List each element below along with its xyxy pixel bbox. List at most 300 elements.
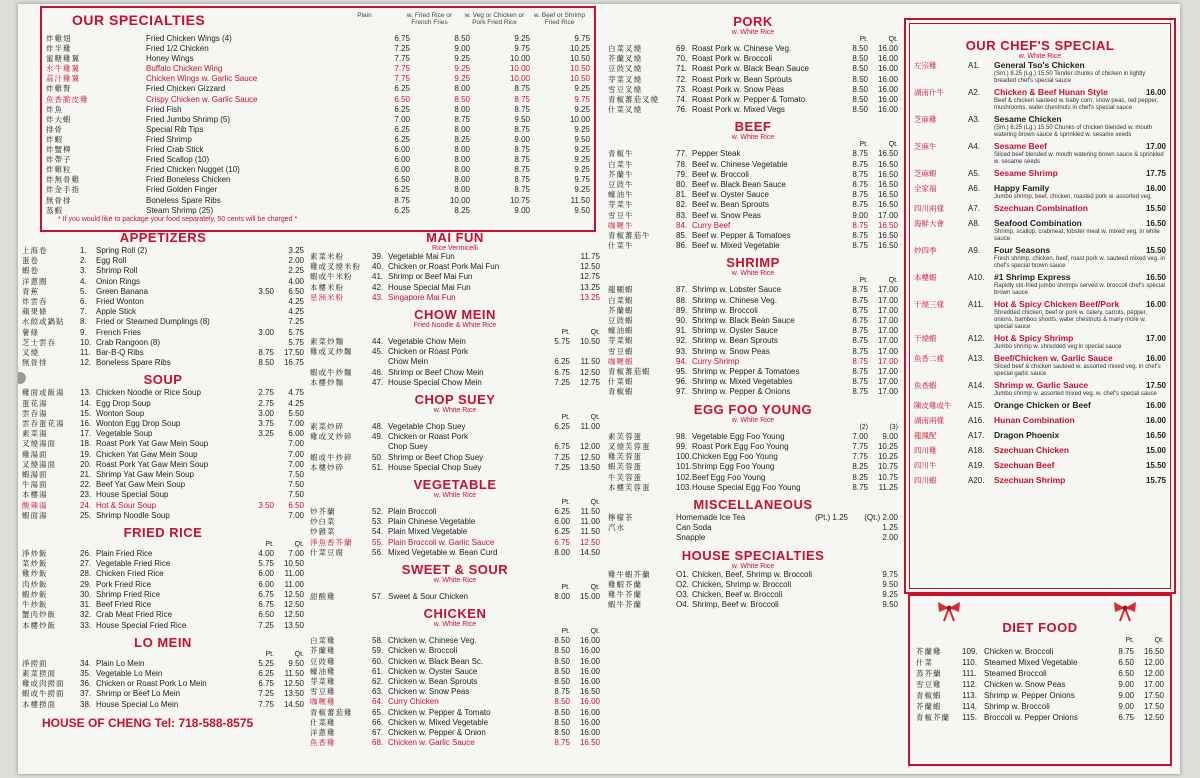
- mai-fun-section: [310, 230, 600, 303]
- item-chinese-name: 咖喱蝦: [608, 356, 634, 366]
- item-chinese-name: 豆豉牛: [608, 180, 634, 190]
- item-price-pt: 6.75: [258, 679, 274, 689]
- specialty-row: [46, 185, 590, 195]
- item-name: Shrimp w. Lobster Sauce: [692, 285, 781, 295]
- item-name: Chicken w. Bean Sprouts: [388, 677, 478, 687]
- menu-item-row: [22, 338, 304, 348]
- item-price-pt: 8.50: [554, 656, 570, 666]
- item-number: 95.: [676, 367, 688, 377]
- item-chinese-name: 四川蝦: [914, 476, 937, 485]
- price-header: [22, 541, 304, 549]
- item-number: 67.: [372, 728, 384, 738]
- item-number: 80.: [676, 180, 688, 190]
- specialty-row: [46, 165, 590, 175]
- item-name: Hot & Spicy Shrimp: [994, 333, 1074, 343]
- item-price-pt: 6.75: [554, 367, 570, 377]
- item-code: A14.: [968, 381, 985, 390]
- item-number: 83.: [676, 210, 688, 220]
- qt-label: Qt.: [1154, 637, 1164, 644]
- item-number: 86.: [676, 241, 688, 251]
- specialty-row: [46, 84, 590, 94]
- item-chinese-name: 洋蔥雞: [310, 728, 336, 738]
- item-number: 78.: [676, 159, 688, 169]
- item-name: Orange Chicken or Beef: [994, 400, 1091, 410]
- menu-item-row: [310, 507, 600, 517]
- item-price-qt: 16.00: [579, 728, 600, 738]
- item-price-qt: 10.25: [877, 441, 898, 451]
- item-price-qt: 9.75: [882, 569, 898, 579]
- item-name: Egg Drop Soup: [96, 398, 151, 408]
- specialty-row: [46, 175, 590, 185]
- item-chinese-name: 蝦或牛炒麵: [310, 367, 353, 377]
- menu-item-row: [310, 697, 600, 707]
- item-name: Can Soda: [676, 523, 712, 533]
- item-number: 90.: [676, 316, 688, 326]
- item-number: 2.: [80, 256, 87, 266]
- item-number: 21.: [80, 470, 92, 480]
- item-number: 61.: [372, 666, 384, 676]
- item-price: 8.75: [514, 155, 530, 165]
- item-name: Apple Stick: [96, 307, 137, 317]
- item-description: Rapidly stir-fried jumbo shrimps served w. broccoli chef's special brown sauce: [994, 283, 1165, 296]
- item-price: 10.50: [569, 54, 590, 64]
- pt-label: Pt.: [859, 141, 868, 149]
- item-price-pt: 8.75: [852, 220, 868, 230]
- item-description: Jumbo shrimp w. shredded veg in special sauce: [994, 344, 1122, 350]
- item-chinese-name: 本樓撈面: [22, 699, 56, 709]
- item-name: Beef/Chicken w. Garlic Sauce: [994, 353, 1113, 363]
- item-number: 73.: [676, 84, 688, 94]
- item-price-qt: 16.75: [283, 358, 304, 368]
- chef-special-item: [910, 87, 1170, 112]
- specialties-col-header: w. Fried Rice or French Fries: [406, 12, 453, 26]
- item-price-qt: 16.50: [877, 149, 898, 159]
- item-price-qt: 13.50: [283, 689, 304, 699]
- item-price-pt: 6.25: [554, 507, 570, 517]
- chef-item-line: [914, 460, 1166, 471]
- item-number: 56.: [372, 547, 384, 557]
- item-price-pt: 6.75: [1118, 713, 1134, 723]
- item-chinese-name: 雞蝦芥蘭: [608, 579, 642, 589]
- item-name: Szechuan Shrimp: [994, 475, 1066, 485]
- item-number: 47.: [372, 377, 384, 387]
- item-price-qt: 12.50: [283, 679, 304, 689]
- item-name: Shrimp Noodle Soup: [96, 510, 170, 520]
- item-price-pt: 3.25: [258, 429, 274, 439]
- item-name: Beef w. Bean Sprouts: [692, 200, 769, 210]
- item-description: Shrimp, scallop, crabmeat, lobster meat w. mixed veg. in white sauce: [994, 229, 1160, 242]
- item-number: 16.: [80, 419, 92, 429]
- item-chinese-name: 無骨排: [46, 195, 72, 205]
- item-name: Vegetable Egg Foo Young: [692, 431, 785, 441]
- item-chinese-name: 淨撈面: [22, 658, 48, 668]
- qt-label: Qt.: [590, 584, 600, 592]
- item-number: 6.: [80, 297, 87, 307]
- item-price-pt: 7.75: [852, 452, 868, 462]
- item-price: 8.75: [454, 114, 470, 124]
- item-price: 16.00: [1145, 184, 1166, 193]
- item-price-pt: 8.50: [554, 728, 570, 738]
- menu-item-row: [22, 470, 304, 480]
- item-price: 8.00: [454, 124, 470, 134]
- item-name: Beef Egg Foo Young: [692, 472, 766, 482]
- item-price-qt: 5.75: [288, 337, 304, 347]
- menu-item-row: [22, 277, 304, 287]
- item-chinese-name: 炸雞翅: [46, 34, 72, 43]
- item-price-qt: 6.00: [288, 429, 304, 439]
- item-price: 16.00: [1145, 300, 1166, 309]
- item-chinese-name: 干燒三樣: [914, 300, 944, 309]
- item-chinese-name: 蘋果條: [22, 307, 48, 317]
- item-price: 6.25: [394, 104, 410, 114]
- item-price: 9.25: [574, 84, 590, 94]
- item-name: Shrimp Egg Foo Young: [692, 462, 775, 472]
- item-chinese-name: 芽菜牛: [608, 200, 634, 210]
- item-price-qt: 5.50: [288, 408, 304, 418]
- item-chinese-name: 什菜叉燒: [608, 105, 642, 115]
- item-chinese-name: 菜炒飯: [22, 559, 48, 569]
- diet-item-row: [916, 679, 1164, 690]
- item-chinese-name: 素芙蓉蛋: [608, 431, 642, 441]
- item-chinese-name: 芽菜蝦: [608, 336, 634, 346]
- item-price-qt: 2.25: [288, 266, 304, 276]
- specialty-row: [46, 145, 590, 155]
- item-name: Vegetable Chop Suey: [388, 422, 466, 432]
- section-title: EGG FOO YOUNG: [693, 401, 813, 417]
- item-number: 79.: [676, 169, 688, 179]
- qt-label: (3): [889, 423, 898, 431]
- price-header: [22, 651, 304, 659]
- item-name: Roast Pork w. Mixed Vegs: [692, 105, 785, 115]
- item-number: 45.: [372, 347, 384, 357]
- item-price: 9.75: [574, 175, 590, 185]
- item-number: 40.: [372, 262, 384, 272]
- menu-item-row: [22, 501, 304, 511]
- specialties-col-headers: [332, 12, 592, 26]
- item-name: Fried Scallop (10): [146, 155, 210, 165]
- item-price: 15.00: [1145, 446, 1166, 455]
- item-price-pt: 6.50: [258, 610, 274, 620]
- item-name: Spring Roll (2): [96, 246, 148, 255]
- item-chinese-name: 青椒蕃茄牛: [608, 231, 651, 241]
- price-header: [310, 499, 600, 507]
- item-number: 11.: [80, 348, 91, 358]
- item-chinese-name: 本樓芙蓉蛋: [608, 482, 651, 492]
- item-price-qt: 16.50: [1143, 647, 1164, 657]
- item-price-qt: 4.25: [288, 297, 304, 307]
- item-price-pt: 8.00: [554, 547, 570, 557]
- item-price-qt: 15.00: [579, 592, 600, 602]
- item-price-qt: 17.50: [1143, 691, 1164, 701]
- item-code: A2.: [968, 88, 981, 97]
- item-chinese-name: 芝麻牛: [914, 142, 937, 151]
- item-chinese-name: 炸無骨雞: [46, 175, 80, 185]
- menu-item-row: [310, 677, 600, 687]
- item-price: 8.75: [514, 165, 530, 175]
- item-name: Pepper Steak: [692, 149, 741, 159]
- menu-item-row: [608, 44, 898, 54]
- menu-item-row: [22, 429, 304, 439]
- chef-item-line: [914, 445, 1166, 456]
- menu-item-row: [608, 377, 898, 387]
- chef-special-item: [910, 168, 1170, 179]
- item-code: A20.: [968, 476, 985, 485]
- item-price-pt: 6.25: [554, 357, 570, 367]
- chef-item-line: [914, 203, 1166, 214]
- item-chinese-name: 洋蔥圈: [22, 276, 48, 286]
- item-number: 23.: [80, 490, 92, 500]
- item-price-qt: 7.50: [288, 490, 304, 500]
- item-number: 46.: [372, 367, 384, 377]
- menu-item-row: [310, 517, 600, 527]
- item-name: Shrimp w. Broccoli: [692, 305, 758, 315]
- item-name: Chicken w. Broccoli: [388, 646, 458, 656]
- item-code: A3.: [968, 115, 981, 124]
- item-price-qt: 3.25: [288, 246, 304, 255]
- item-price-qt: 7.00: [288, 510, 304, 520]
- item-chinese-name: 炒芥蘭: [310, 507, 336, 517]
- item-price: 9.50: [574, 205, 590, 215]
- item-name: Shrimp or Beef Lo Mein: [96, 689, 181, 699]
- item-price: 6.75: [394, 34, 410, 43]
- item-price-qt: (Qt.) 2.00: [864, 512, 898, 522]
- item-name: Chicken w. Chinese Veg.: [388, 636, 477, 646]
- column-1: [22, 226, 304, 710]
- section-subtitle: w. White Rice: [731, 416, 775, 424]
- item-number: 69.: [676, 44, 688, 53]
- menu-item-row: [608, 442, 898, 452]
- menu-item-row: [310, 527, 600, 537]
- item-chinese-name: 蛋卷: [22, 256, 39, 266]
- item-number: 20.: [80, 459, 92, 469]
- menu-item-row: [608, 285, 898, 295]
- item-name: Hunan Combination: [994, 415, 1075, 425]
- specialties-title: OUR SPECIALTIES: [72, 12, 206, 28]
- item-price-pt: 7.25: [258, 689, 274, 699]
- menu-item-row: [22, 511, 304, 521]
- item-number: 14.: [80, 398, 92, 408]
- item-number: 7.: [80, 307, 87, 317]
- price-header: [608, 424, 898, 432]
- price-header: [310, 584, 600, 592]
- item-name: Plain Chinese Vegetable: [388, 517, 476, 527]
- item-price-pt: 2.75: [258, 388, 274, 398]
- specialty-row: [46, 95, 590, 105]
- item-number: 113.: [962, 691, 977, 701]
- item-price-qt: 7.00: [288, 449, 304, 459]
- item-price-pt: 6.00: [258, 579, 274, 589]
- item-number: O4.: [676, 600, 689, 610]
- item-price-pt: 6.75: [554, 537, 570, 547]
- item-price-qt: 7.50: [288, 480, 304, 490]
- item-chinese-name: 叉燒湯面: [22, 459, 56, 469]
- item-name: Chicken, Shrimp w. Broccoli: [692, 579, 792, 589]
- item-number: 92.: [676, 336, 688, 346]
- item-number: 17.: [80, 429, 92, 439]
- menu-item-row: [608, 432, 898, 442]
- item-price-pt: 8.50: [258, 358, 274, 368]
- menu-item-row: [22, 317, 304, 327]
- item-chinese-name: 芽菜雞: [310, 677, 336, 687]
- menu-item-row: [22, 266, 304, 276]
- item-number: 110.: [962, 658, 977, 668]
- chef-special-item: [910, 60, 1170, 85]
- item-name: Seafood Combination: [994, 218, 1082, 228]
- item-number: 15.: [80, 408, 92, 418]
- item-name: Shrimp or Beef Chop Suey: [388, 452, 484, 462]
- item-price-pt: 6.75: [258, 589, 274, 599]
- item-code: A7.: [968, 204, 981, 213]
- item-number: 85.: [676, 231, 688, 241]
- item-price-qt: 11.75: [580, 252, 600, 261]
- item-price: 8.75: [514, 145, 530, 155]
- item-price-pt: 8.75: [852, 367, 868, 377]
- item-price: 16.50: [1145, 219, 1166, 228]
- item-name: Chicken Egg Foo Young: [692, 452, 778, 462]
- item-price: 15.75: [1145, 476, 1166, 485]
- item-name: Crab Rangoon (8): [96, 337, 161, 347]
- item-chinese-name: 炸雞粒: [46, 165, 72, 175]
- item-price-qt: 16.50: [579, 738, 600, 748]
- item-chinese-name: 白菜雞: [310, 636, 336, 646]
- item-name: Pork Fried Rice: [96, 579, 152, 589]
- chef-item-line: [914, 141, 1166, 152]
- item-price-pt: 6.25: [554, 422, 570, 432]
- item-price-pt: 6.50: [1118, 669, 1134, 679]
- menu-item-row: [22, 480, 304, 490]
- item-price-pt: 8.75: [1118, 647, 1134, 657]
- menu-item-row: [608, 105, 898, 115]
- item-chinese-name: 牛湯面: [22, 480, 48, 490]
- qt-label: Qt.: [888, 36, 898, 43]
- item-chinese-name: 炸蟹柳: [46, 145, 72, 155]
- item-price-pt: 7.25: [258, 620, 274, 630]
- item-price: 8.25: [454, 134, 470, 144]
- item-name: Fried Chicken Wings (4): [146, 34, 232, 43]
- item-number: 70.: [676, 54, 688, 64]
- item-number: 42.: [372, 282, 384, 292]
- soup-section: [22, 372, 304, 521]
- item-price: 15.50: [1145, 246, 1166, 255]
- item-price-qt: 10.75: [877, 462, 898, 472]
- item-chinese-name: 蝦或牛炒碎: [310, 452, 353, 462]
- item-name: Szechuan Beef: [994, 460, 1055, 470]
- item-price-qt: 7.00: [288, 419, 304, 429]
- item-chinese-name: 豆豉蝦: [608, 316, 634, 326]
- item-number: 91.: [676, 326, 688, 336]
- item-price-qt: 16.50: [877, 180, 898, 190]
- item-price: 6.00: [394, 155, 410, 165]
- item-number: 97.: [676, 387, 688, 397]
- item-name: Shrimp Yat Gaw Mein Soup: [96, 470, 194, 480]
- item-chinese-name: 素菜炒麵: [310, 337, 344, 347]
- item-code: A5.: [968, 169, 981, 178]
- chef-special-item: [910, 183, 1170, 201]
- item-number: 19.: [80, 449, 92, 459]
- item-price-pt: 9.00: [1118, 680, 1134, 690]
- chef-item-line: [914, 430, 1166, 441]
- menu-item-row: [22, 610, 304, 620]
- item-chinese-name: 芝麻蝦: [914, 169, 937, 178]
- item-name: Shrimp w. Mixed Vegetables: [692, 377, 793, 387]
- item-price: 9.25: [454, 54, 470, 64]
- item-price-qt: 11.00: [580, 422, 600, 432]
- diet-food-list: [910, 636, 1170, 723]
- item-price-pt: 8.75: [852, 190, 868, 200]
- item-name: Broccoli w. Pepper Onions: [984, 713, 1078, 723]
- section-subtitle: w. White Rice: [433, 621, 477, 629]
- item-chinese-name: 左宗雞: [914, 61, 937, 70]
- item-chinese-name: 雪豆雞: [310, 687, 336, 697]
- chef-item-line: [914, 380, 1166, 391]
- menu-item-row: [22, 388, 304, 398]
- item-price-qt: 11.00: [580, 517, 600, 527]
- item-number: 66.: [372, 717, 384, 727]
- item-price-qt: 17.00: [877, 336, 898, 346]
- item-price-qt: 16.00: [579, 707, 600, 717]
- item-description: (Sm.) 8.25 (Lg.) 15.50 Tender chunks of chicken in lightly breaded chef's special sauce: [994, 71, 1146, 84]
- egg-foo-young-section: [608, 402, 898, 493]
- menu-item-row: [22, 358, 304, 368]
- item-price-qt: 17.00: [877, 210, 898, 220]
- item-price-pt: 7.75: [258, 699, 274, 709]
- item-name: Beef w. Black Bean Sauce: [692, 180, 786, 190]
- item-chinese-name: 上海卷: [22, 246, 48, 255]
- specialty-row: [46, 54, 590, 64]
- item-number: 74.: [676, 95, 688, 105]
- item-number: 100.: [676, 452, 692, 462]
- item-name: Four Seasons: [994, 245, 1051, 255]
- item-price-qt: 14.50: [283, 699, 304, 709]
- chef-item-line: [914, 245, 1166, 256]
- menu-item-row: [608, 241, 898, 251]
- section-title: SWEET & SOUR: [401, 562, 509, 578]
- item-name: House Special Fried Rice: [96, 620, 187, 630]
- item-price-qt: 17.00: [877, 326, 898, 336]
- item-number: 50.: [372, 452, 384, 462]
- menu-item-row: [22, 659, 304, 669]
- item-price-pt: 8.75: [852, 482, 868, 492]
- item-number: 27.: [80, 559, 92, 569]
- item-chinese-name: 炸金手指: [46, 185, 80, 195]
- item-number: 58.: [372, 636, 384, 646]
- item-number: 44.: [372, 337, 384, 347]
- item-description: Shredded chicken, beef or pork w. celery, carrots, pepper, onions, bamboo shoots, water chestnuts & many more w. special sauce: [994, 310, 1147, 330]
- diet-food-title: DIET FOOD: [1002, 620, 1078, 635]
- item-number: 24.: [80, 500, 92, 510]
- item-name: #1 Shrimp Express: [994, 272, 1071, 282]
- item-chinese-name: 干燒蝦: [914, 334, 937, 343]
- item-price: 8.75: [514, 185, 530, 195]
- item-price-qt: 13.50: [283, 620, 304, 630]
- item-name: Roast Pork Yat Gaw Mein Soup: [96, 459, 209, 469]
- item-price: 9.25: [454, 74, 470, 84]
- item-price-qt: 7.00: [288, 549, 304, 559]
- item-name: Roast Pork w. Bean Sprouts: [692, 74, 793, 84]
- menu-item-row: [608, 590, 898, 600]
- item-name: French Fries: [96, 327, 141, 337]
- item-number: 65.: [372, 707, 384, 717]
- item-price: 16.00: [1145, 354, 1166, 363]
- item-price: 8.00: [454, 104, 470, 114]
- chef-item-line: [914, 415, 1166, 426]
- menu-item-row: [22, 348, 304, 358]
- item-price-qt: 1.25: [882, 523, 898, 533]
- item-price: 6.50: [394, 94, 410, 104]
- item-chinese-name: 水餃或鍋貼: [22, 317, 65, 327]
- item-price: 9.00: [514, 205, 530, 215]
- item-name: Shrimp w. Broccoli: [984, 702, 1050, 712]
